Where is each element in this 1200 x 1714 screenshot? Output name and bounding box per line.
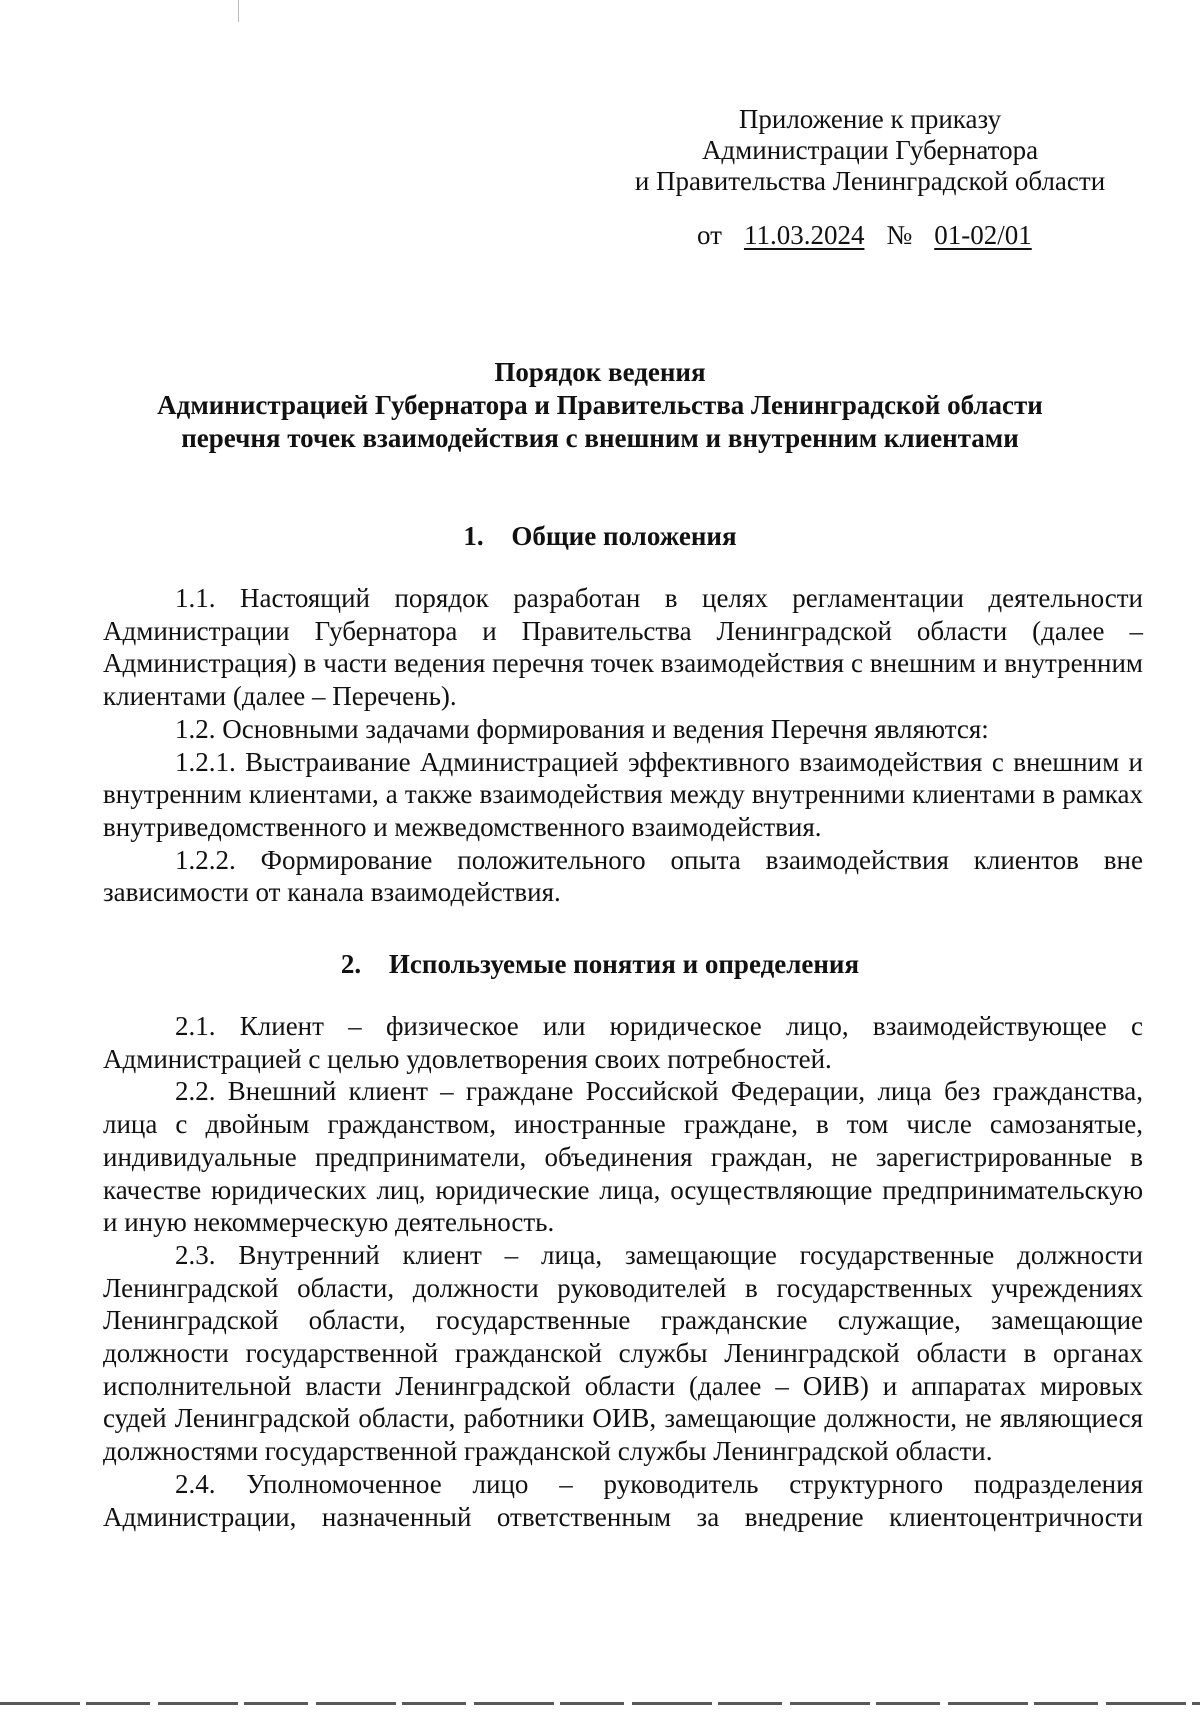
paragraph: 2.3. Внутренний клиент – лица, замещающие государственные должности Ленинградской области, должности руководителей в государственных учреждениях Ленинградской области, государственные гражданские служащие, замещающие должности государственной гражданской службы Ленинградской области в органах исполнительной власти Ленинградской области (далее – ОИВ) и аппаратах мировых судей Ленинградской области, работники ОИВ, замещающие должности, не являющиеся должностями государственной гражданской службы Ленинградской области. xyxy=(103,1239,1143,1467)
paragraph: 1.2. Основными задачами формирования и ведения Перечня являются: xyxy=(175,713,989,744)
paragraph: 2.1. Клиент – физическое или юридическое лицо, взаимодействующее с Администрацией с целью удовлетворения своих потребностей. xyxy=(103,1011,1143,1074)
section-title: Используемые понятия и определения xyxy=(388,949,860,979)
section-title: Общие положения xyxy=(511,521,737,551)
order-reference xyxy=(697,220,1032,251)
attachment-line: Администрации Губернатора xyxy=(701,135,1039,165)
paragraph: 1.2.2. Формирование положительного опыта взаимодействия клиентов вне зависимости от канала взаимодействия. xyxy=(103,844,1143,908)
page-bottom-edge xyxy=(0,1702,1200,1705)
section-heading xyxy=(100,520,1100,552)
paragraph: 1.1. Настоящий порядок разработан в целях регламентации деятельности Администрации Губернатора и Правительства Ленинградской области (далее – Администрация) в части ведения перечня точек взаимодействия с внешним и внутренним клиентами (далее – Перечень). xyxy=(103,583,1143,712)
paragraph: 1.2.1. Выстраивание Администрацией эффективного взаимодействия с внешним и внутренним клиентами, а также взаимодействия между внутренними клиентами в рамках внутриведомственного и межведомственного взаимодействия. xyxy=(103,746,1143,842)
title-line: перечня точек взаимодействия с внешним и внутренним клиентами xyxy=(181,423,1019,453)
paragraph: 2.2. Внешний клиент – граждане Российской Федерации, лица без гражданства, лица с двойным гражданством, иностранные граждане, в том числе самозанятые, индивидуальные предприниматели, объединения граждан, не зарегистрированные в качестве юридических лиц, юридические лица, осуществляющие предпринимательскую и иную некоммерческую деятельность. xyxy=(103,1076,1143,1238)
section-heading xyxy=(100,948,1100,980)
order-number: 01-02/01 xyxy=(934,220,1032,250)
section-number: 2. xyxy=(340,949,362,979)
attachment-line: и Правительства Ленинградской области xyxy=(634,166,1106,196)
title-line: Порядок ведения xyxy=(494,357,706,387)
attachment-line: Приложение к приказу xyxy=(738,104,1002,134)
section-number: 1. xyxy=(463,521,484,551)
scan-mark xyxy=(238,0,239,22)
order-number-label: № xyxy=(886,220,913,250)
order-from-label: от xyxy=(697,220,722,250)
attachment-block xyxy=(600,104,1140,197)
section-body xyxy=(103,582,1143,909)
section-body xyxy=(103,1010,1143,1533)
document-title xyxy=(100,356,1100,455)
paragraph: 2.4. Уполномоченное лицо – руководитель структурного подразделения Администрации, назначенный ответственным за внедрение клиентоцентричности xyxy=(103,1468,1143,1532)
order-date: 11.03.2024 xyxy=(743,220,865,250)
title-line: Администрацией Губернатора и Правительства Ленинградской области xyxy=(157,390,1043,420)
